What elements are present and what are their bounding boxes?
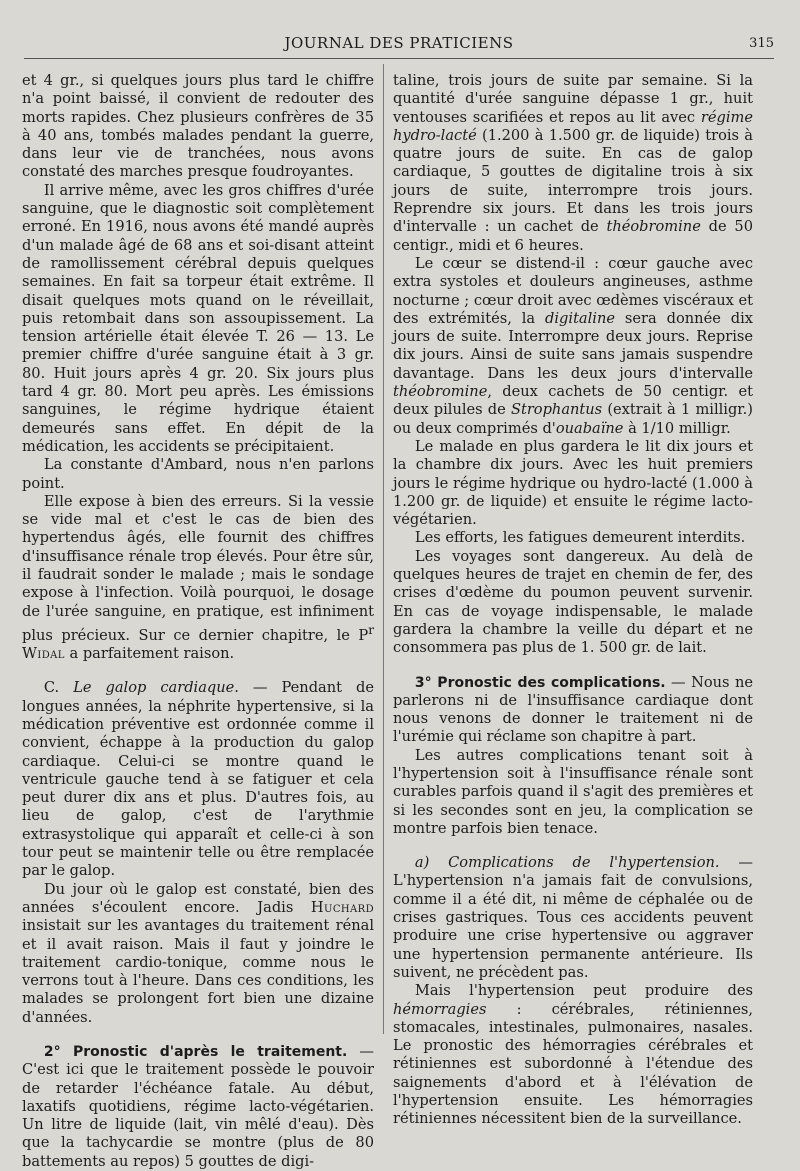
paragraph: La constante d'Ambard, nous n'en parlons point. <box>22 456 374 492</box>
subsection-title: a) Complications de l'hypertension. <box>414 854 720 872</box>
paragraph: Les voyages sont dangereux. Au delà de quelques heures de trajet en chemin de fer, des crises d'œdème du poumon peuvent survenir. En cas de voyage indispensable, le malade gardera la chambre la veille du départ et ne consommera pas plus de 1. 500 gr. de lait. <box>393 547 753 657</box>
paragraph: taline, trois jours de suite par semaine. Si la quantité d'urée sanguine dépasse 1 gr., huit ventouses scarifiées et repos au lit avec régime hydro-lacté (1.200 à 1.500 gr. de liquide) trois à quatre jours de suite. En cas de galop cardiaque, 5 gouttes de digitaline trois à six jours de suite, interrompre trois jours. Reprendre six jours. Et dans les trois jours d'intervalle : un cachet de théobromine de 50 centigr., midi et 6 heures. <box>393 72 754 254</box>
paragraph: Le cœur se distend-il : cœur gauche avec extra systoles et douleurs angineuses, asthme nocturne ; cœur droit avec œdèmes viscéraux et des extrémités, la digitaline sera donnée dix jours de suite. Interrompre deux jours. Reprise dix jours. Ainsi de suite sans jamais suspendre davantage. Dans les deux jours d'intervalle théobromine, deux cachets de 50 centigr. et deux pilules de Strophantus (extrait à 1 milligr.) ou deux comprimés d'ouabaïne à 1/10 milligr. <box>393 254 754 437</box>
paragraph: et 4 gr., si quelques jours plus tard le chiffre n'a point baissé, il convient de redouter des morts rapides. Chez plusieurs confrères de 35 à 40 ans, tombés malades pendant la guerre, dans leur vie de tranchées, nous avons constaté des marches presque foudroyantes. <box>22 72 374 181</box>
header-rule <box>24 58 774 59</box>
running-title: JOURNAL DES PRATICIENS <box>284 34 514 52</box>
author-name: Widal <box>22 645 65 663</box>
author-name: Huchard <box>310 898 374 916</box>
left-column <box>22 72 374 1171</box>
section-heading: 2° Pronostic d'après le traitement. <box>43 1044 348 1060</box>
right-column <box>393 72 753 1129</box>
subsection-title: Le galop cardiaque. <box>73 679 239 697</box>
paragraph: 3° Pronostic des complications. — Nous ne parlerons ni de l'insuffisance cardiaque dont nous venons de donner le traitement ni de l'urémie qui réclame son chapitre à part. <box>393 673 753 746</box>
paragraph: C. Le galop cardiaque. — Pendant de longues années, la néphrite hypertensive, si la médication préventive est ordonnée comme il convient, échappe à la production du galop cardiaque. Celui-ci se montre quand le ventricule gauche tend à se fatiguer et cela peut durer dix ans et plus. D'autres fois, au lieu de galop, c'est de l'arythmie extrasystolique qui apparaît et celle-ci à son tour peut se maintenir telle ou être remplacée par le galop. <box>22 679 374 880</box>
paragraph: Les efforts, les fatigues demeurent interdits. <box>414 529 746 547</box>
page-number: 315 <box>749 36 774 51</box>
column-divider <box>383 64 384 1034</box>
paragraph: Du jour où le galop est constaté, bien des années s'écoulent encore. Jadis Huchard insistait sur les avantages du traitement rénal et il avait raison. Mais il faut y joindre le traitement cardio-tonique, comme nous le verrons tout à l'heure. Dans ces conditions, les malades se prolongent fort bien une dizaine d'années. <box>22 880 374 1026</box>
page-header <box>24 34 774 56</box>
paragraph: a) Complications de l'hypertension. — L'hypertension n'a jamais fait de convulsions, comme il a été dit, ni même de céphalée ou de crises gastriques. Tous ces accidents peuvent produire une crise hypertensive ou aggraver une hypertension permanente antérieure. Ils suivent, ne précèdent pas. <box>393 854 753 981</box>
paragraph: Le malade en plus gardera le lit dix jours et la chambre dix jours. Avec les huit premiers jours le régime hydrique ou hydro-lacté (1.000 à 1.200 gr. de liquide) et ensuite le régime lacto-végétarien. <box>393 437 753 529</box>
section-heading: 3° Pronostic des complications. <box>414 674 666 691</box>
paragraph: Les autres complications tenant soit à l'hypertension soit à l'insuffisance rénale sont curables parfois quand il s'agit des premières et si les secondes sont en jeu, la complication se montre parfois bien tenace. <box>393 746 753 837</box>
paragraph: 2° Pronostic d'après le traitement. — C'est ici que le traitement possède le pouvoir de retarder l'échéance fatale. Au début, laxatifs quotidiens, régime lacto-végétarien. Un litre de liquide (lait, vin mêlé d'eau). Dès que la tachycardie se montre (plus de 80 battements au repos) 5 gouttes de digi- <box>22 1043 375 1170</box>
paragraph: Mais l'hypertension peut produire des hémorragies : cérébrales, rétiniennes, stomacales, intestinales, pulmonaires, nasales. Le pronostic des hémorragies cérébrales et rétiniennes est subordonné à l'étendue des saignements d'abord et à l'élévation de l'hypertension ensuite. Les hémorragies rétiniennes nécessitent bien de la surveillance. <box>393 982 753 1128</box>
paragraph: Elle expose à bien des erreurs. Si la vessie se vide mal et c'est le cas de bien des hypertendus âgés, elle fournit des chiffres d'insuffisance rénale trop élevés. Pour être sûr, il faudrait sonder le malade ; mais le sondage expose à l'infection. Voilà pourquoi, le dosage de l'urée sanguine, en pratique, est infiniment plus précieux. Sur ce dernier chapitre, le $P^r$ Widal a parfaitement raison. <box>22 492 374 663</box>
paragraph: Il arrive même, avec les gros chiffres d'urée sanguine, que le diagnostic soit complètement erroné. En 1916, nous avons été mandé auprès d'un malade âgé de 68 ans et soi-disant atteint de ramollissement cérébral depuis quelques semaines. En fait sa torpeur était extrême. Il disait quelques mots quand on le réveillait, puis retombait dans son assoupissement. La tension artérielle était élevée T. 26 — 13. Le premier chiffre d'urée sanguine était à 3 gr. 80. Huit jours après 4 gr. 20. Six jours plus tard 4 gr. 80. Mort peu après. Les émissions sanguines, le régime hydrique étaient demeurés sans effet. En dépit de la médication, les accidents se précipitaient. <box>22 181 374 455</box>
